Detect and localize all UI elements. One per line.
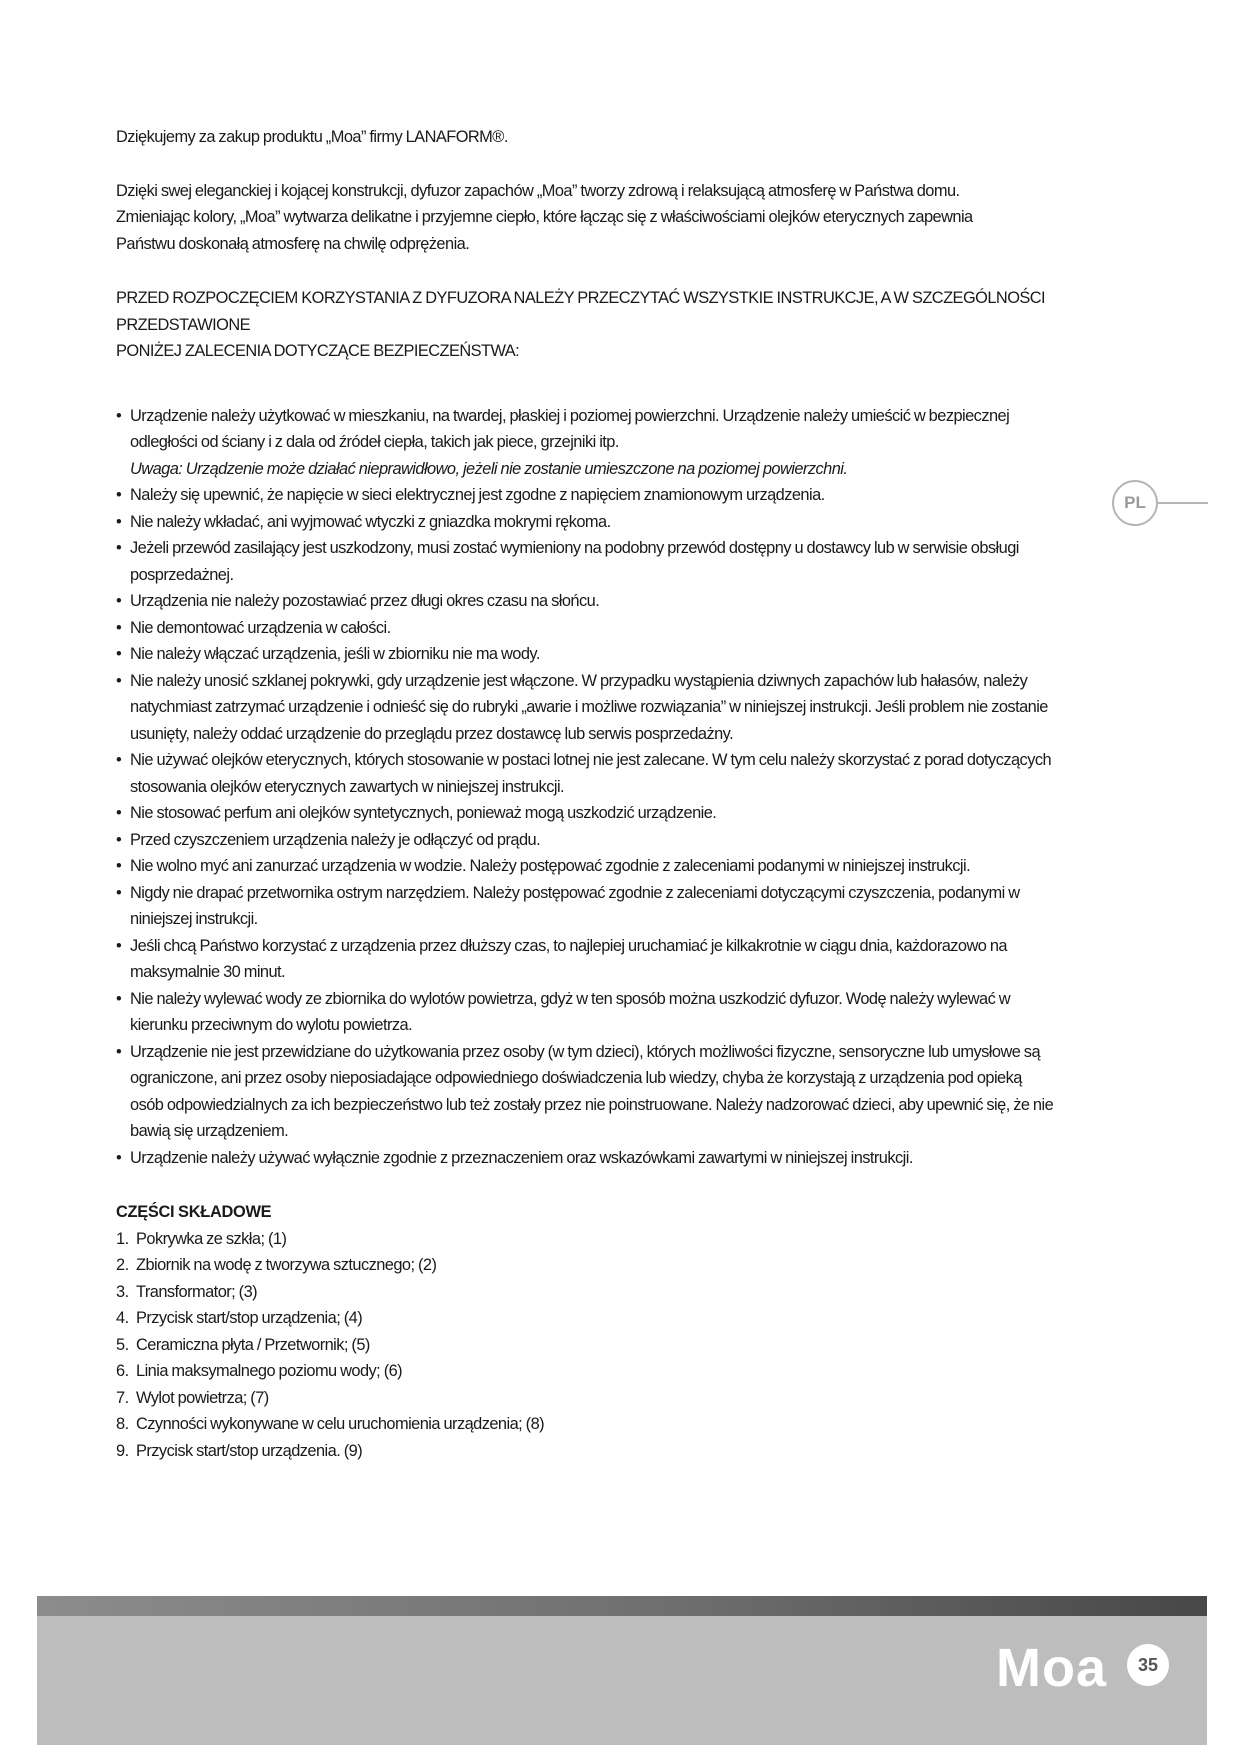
intro-description-line: Zmieniając kolory, „Moa” wytwarza delikatne i przyjemne ciepło, które łącząc się z właściwościami olejków eterycznych zapewnia xyxy=(116,208,973,226)
parts-item-number: 7. xyxy=(116,1388,129,1407)
parts-item xyxy=(116,1385,1056,1412)
parts-item-number: 3. xyxy=(116,1282,129,1301)
parts-item-text: Transformator; (3) xyxy=(136,1282,258,1301)
safety-item: • Nie demontować urządzenia w całości. xyxy=(116,615,1056,642)
safety-item xyxy=(116,403,1056,483)
safety-item: • Nie należy wylewać wody ze zbiornika do wylotów powietrza, gdyż w ten sposób można uszkodzić dyfuzor. Wodę należy wylewać w kierunku przeciwnym do wylotu powietrza. xyxy=(116,986,1056,1039)
safety-item: • Nie stosować perfum ani olejków syntetycznych, ponieważ mogą uszkodzić urządzenie. xyxy=(116,800,1056,827)
brand-logo: Moa xyxy=(996,1638,1107,1698)
safety-list xyxy=(116,403,1056,1172)
safety-item: • Nie wolno myć ani zanurzać urządzenia w wodzie. Należy postępować zgodnie z zaleceniami podanymi w niniejszej instrukcji. xyxy=(116,853,1056,880)
parts-item xyxy=(116,1226,1056,1253)
parts-item-number: 4. xyxy=(116,1309,129,1327)
safety-item: • Jeżeli przewód zasilający jest uszkodzony, musi zostać wymieniony na podobny przewód dostępny u dostawcy lub w serwisie obsługi posprzedażnej. xyxy=(116,535,1056,588)
parts-item-text: Pokrywka ze szkła; (1) xyxy=(136,1229,287,1248)
parts-item xyxy=(116,1305,1056,1332)
safety-item: • Nie należy unosić szklanej pokrywki, gdy urządzenie jest włączone. W przypadku wystąpienia dziwnych zapachów lub hałasów, należy natychmiast zatrzymać urządzenie i odnieść się do rubryki „awarie i możliwe rozwiązania” w niniejszej instrukcji. Jeśli problem nie zostanie usunięty, należy oddać urządzenie do przeglądu przez dostawcę lub serwis posprzedażny. xyxy=(116,668,1056,748)
safety-item: • Przed czyszczeniem urządzenia należy je odłączyć od prądu. xyxy=(116,827,1056,854)
parts-item-number: 9. xyxy=(116,1441,129,1460)
parts-item xyxy=(116,1438,1056,1465)
intro-description-line: Państwu doskonałą atmosferę na chwilę odprężenia. xyxy=(116,234,470,253)
safety-item: • Nie należy włączać urządzenia, jeśli w zbiorniku nie ma wody. xyxy=(116,641,1056,668)
intro-thanks: Dziękujemy za zakup produktu „Moa” firmy LANAFORM®. xyxy=(116,128,508,146)
safety-item: • Należy się upewnić, że napięcie w sieci elektrycznej jest zgodne z napięciem znamionowym urządzenia. xyxy=(116,482,1056,509)
safety-warning-line: PONIŻEJ ZALECENIA DOTYCZĄCE BEZPIECZEŃSTWA: xyxy=(116,342,520,360)
parts-item xyxy=(116,1358,1056,1385)
safety-item: • Nie należy wkładać, ani wyjmować wtyczki z gniazdka mokrymi rękoma. xyxy=(116,509,1056,536)
parts-item xyxy=(116,1252,1056,1279)
parts-section-title: CZĘŚCI SKŁADOWE xyxy=(116,1203,272,1221)
parts-item-number: 6. xyxy=(116,1362,129,1380)
parts-item-text: Zbiornik na wodę z tworzywa sztucznego; (2) xyxy=(136,1256,437,1274)
document-body xyxy=(116,124,1056,1464)
safety-item-text: Urządzenie należy użytkować w mieszkaniu, na twardej, płaskiej i poziomej powierzchni. Urządzenie należy umieścić w bezpiecznej odległości od ściany i z dala od źródeł ciepła, takich jak piece, grzejniki itp. xyxy=(130,406,1010,451)
language-tab-line xyxy=(1158,502,1208,504)
parts-item-text: Przycisk start/stop urządzenia; (4) xyxy=(136,1309,363,1327)
parts-item xyxy=(116,1279,1056,1306)
parts-item-number: 8. xyxy=(116,1415,129,1433)
footer-band xyxy=(37,1616,1207,1745)
intro-description-line: Dzięki swej eleganckiej i kojącej konstrukcji, dyfuzor zapachów „Moa” tworzy zdrową i relaksującą atmosferę w Państwa domu. xyxy=(116,181,960,200)
safety-item: • Urządzenie należy używać wyłącznie zgodnie z przeznaczeniem oraz wskazówkami zawartymi w niniejszej instrukcji. xyxy=(116,1145,1056,1172)
parts-list xyxy=(116,1226,1056,1465)
parts-item xyxy=(116,1411,1056,1438)
parts-item-number: 1. xyxy=(116,1229,129,1248)
safety-item: • Nie używać olejków eterycznych, których stosowanie w postaci lotnej nie jest zalecane. W tym celu należy skorzystać z porad dotyczących stosowania olejków eterycznych zawartych w niniejszej instrukcji. xyxy=(116,747,1056,800)
safety-note: Uwaga: Urządzenie może działać nieprawidłowo, jeżeli nie zostanie umieszczone na poziomej powierzchni. xyxy=(130,459,848,478)
parts-item-text: Ceramiczna płyta / Przetwornik; (5) xyxy=(136,1335,370,1354)
parts-item-text: Przycisk start/stop urządzenia. (9) xyxy=(136,1441,363,1460)
parts-item-number: 5. xyxy=(116,1335,129,1354)
parts-item-number: 2. xyxy=(116,1256,129,1274)
safety-item: • Urządzenia nie należy pozostawiać przez długi okres czasu na słońcu. xyxy=(116,588,1056,615)
safety-item: • Nigdy nie drapać przetwornika ostrym narzędziem. Należy postępować zgodnie z zaleceniami dotyczącymi czyszczenia, podanymi w niniejszej instrukcji. xyxy=(116,880,1056,933)
parts-item xyxy=(116,1332,1056,1359)
parts-item-text: Wylot powietrza; (7) xyxy=(136,1388,269,1407)
language-tab-badge: PL xyxy=(1112,480,1158,526)
page-number-badge: 35 xyxy=(1127,1644,1169,1686)
parts-item-text: Czynności wykonywane w celu uruchomienia urządzenia; (8) xyxy=(136,1415,545,1433)
safety-item: • Jeśli chcą Państwo korzystać z urządzenia przez dłuższy czas, to najlepiej uruchamiać je kilkakrotnie w ciągu dnia, każdorazowo na maksymalnie 30 minut. xyxy=(116,933,1056,986)
safety-item: • Urządzenie nie jest przewidziane do użytkowania przez osoby (w tym dzieci), których możliwości fizyczne, sensoryczne lub umysłowe są ograniczone, ani przez osoby nieposiadające odpowiedniego doświadczenia lub wiedzy, chyba że korzystają z urządzenia pod opieką osób odpowiedzialnych za ich bezpieczeństwo lub też zostały przez nie poinstruowane. Należy nadzorować dzieci, aby upewnić się, że nie bawią się urządzeniem. xyxy=(116,1039,1056,1145)
footer-top-bar xyxy=(37,1596,1207,1616)
parts-item-text: Linia maksymalnego poziomu wody; (6) xyxy=(136,1362,403,1380)
safety-warning-line: PRZED ROZPOCZĘCIEM KORZYSTANIA Z DYFUZORA NALEŻY PRZECZYTAĆ WSZYSTKIE INSTRUKCJE, A W SZCZEGÓLNOŚCI PRZEDSTAWIONE xyxy=(116,289,1046,334)
